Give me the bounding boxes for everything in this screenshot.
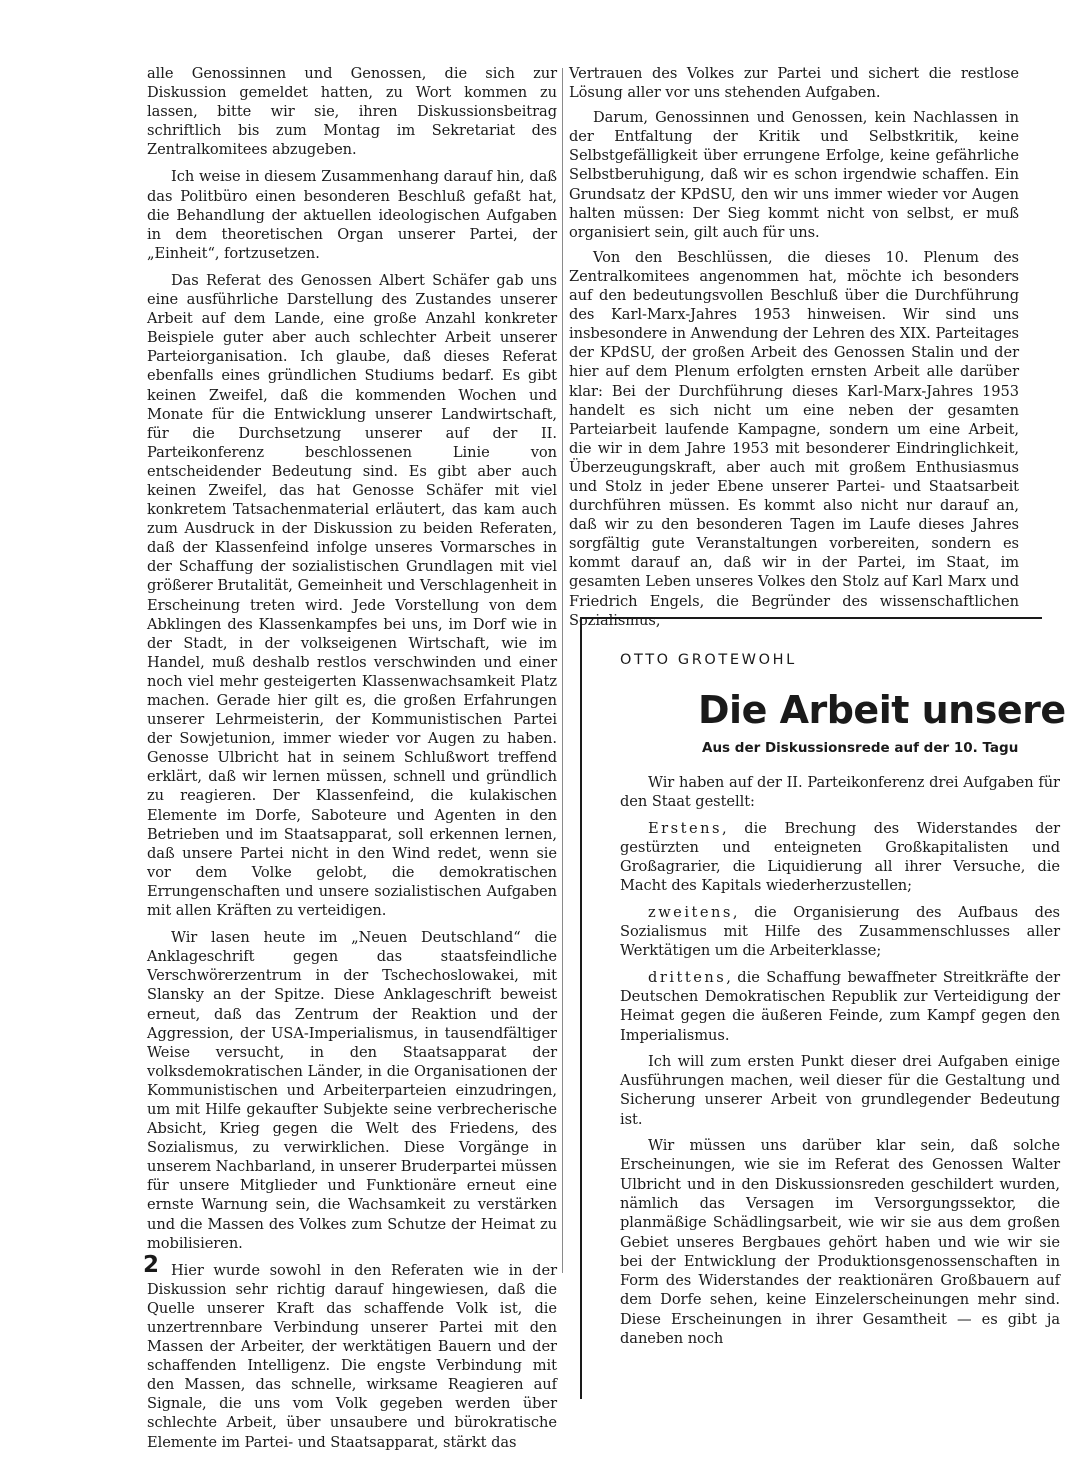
right-paragraph-2: Darum, Genossinnen und Genossen, kein Nachlassen in der Entfaltung der Kritik und Selbstkritik, keine Selbstgefälligkeit über errungene Erfolge, keine gefährliche Selbstberuhigung, daß wir es schon irgendwie schaffen. Ein Grundsatz der KPdSU, den wir uns immer wieder vor Augen halten müssen: Der Sieg kommt nicht von selbst, er muß organisiert sein, gilt auch für uns.	[569, 109, 1019, 241]
column-divider	[562, 68, 563, 1273]
right-paragraph-1: Vertrauen des Volkes zur Partei und sichert die restlose Lösung aller vor uns stehenden Aufgaben.	[569, 65, 1019, 102]
left-paragraph-2: Ich weise in diesem Zusammenhang darauf hin, daß das Politbüro einen besonderen Beschluß gefaßt hat, die Behandlung der aktuellen ideologischen Aufgaben in dem theoretischen Organ unserer Partei, der „Einheit“, fortzusetzen.	[147, 168, 557, 262]
article-item-1-text: , die Brechung des Widerstandes der gestürzten und enteigneten Großkapitalisten und Großagrarier, die Liquidierung all ihrer Versuche, die Macht des Kapitals wiederherzustellen;	[620, 819, 1060, 895]
left-paragraph-5: Hier wurde sowohl in den Referaten wie in der Diskussion sehr richtig darauf hingewiesen, daß die Quelle unserer Kraft das schaffende Volk ist, die unzertrennbare Verbindung unserer Partei mit den Massen der Arbeiter, der werktätigen Bauern und der schaffenden Intelligenz. Die engste Verbindung mit den Massen, das schnelle, wirksame Reagieren auf Signale, die uns vom Volk gegeben werden über schlechte Arbeit, über unsaubere und bürokratische Elemente im Partei- und Staatsapparat, stärkt das	[147, 1261, 557, 1451]
article-item-2-text: , die Organisierung des Aufbaus des Sozialismus mit Hilfe des Zusammenschlusses aller Werktätigen um die Arbeiterklasse;	[620, 903, 1060, 960]
article-paragraph-2: Ich will zum ersten Punkt dieser drei Aufgaben einige Ausführungen machen, weil dieser für die Gestaltung und Sicherung unserer Arbeit von grundlegender Bedeutung ist.	[620, 1052, 1060, 1128]
article-item-3-lead: drittens	[648, 968, 727, 986]
article-author: OTTO GROTEWOHL	[620, 652, 797, 668]
article-subheadline: Aus der Diskussionsrede auf der 10. Tagu	[702, 740, 1019, 756]
right-paragraph-3: Von den Beschlüssen, die dieses 10. Plenum des Zentralkomitees angenommen hat, möchte ich besonders auf den bedeutungsvollen Beschluß über die Durchführung des Karl-Marx-Jahres 1953 hinweisen. Wir sind uns insbesondere in Anwendung der Lehren des XIX. Parteitages der KPdSU, der großen Arbeit des Genossen Stalin und der hier auf dem Plenum erfolgten ernsten Arbeit alle darüber klar: Bei der Durchführung dieses Karl-Marx-Jahres 1953 handelt es sich nicht um eine neben der gesamten Parteiarbeit laufende Kampagne, sondern um eine Arbeit, die wir in dem Jahre 1953 mit besonderer Eindringlichkeit, Überzeugungskraft, aber auch mit großem Enthusiasmus und Stolz in jeder Ebene unserer Partei- und Staatsarbeit durchführen müssen. Es kommt also nicht nur darauf an, daß wir zu den besonderen Tagen im Laufe dieses Jahres sorgfältig gute Veranstaltungen vorbereiten, sondern es kommt darauf an, daß wir in der Partei, im Staat, im gesamten Leben unseres Volkes den Stolz auf Karl Marx und Friedrich Engels, die Begründer des wissenschaftlichen Sozialismus,	[569, 248, 1019, 629]
left-column	[147, 64, 557, 1460]
article-intro: Wir haben auf der II. Parteikonferenz drei Aufgaben für den Staat gestellt:	[620, 774, 1060, 811]
right-column	[569, 64, 1019, 636]
article-item-1-lead: Erstens	[648, 819, 723, 837]
left-paragraph-3: Das Referat des Genossen Albert Schäfer gab uns eine ausführliche Darstellung des Zustandes unserer Arbeit auf dem Lande, eine große Anzahl konkreter Beispiele guter aber auch schlechter Arbeit unserer Parteiorganisation. Ich glaube, daß dieses Referat ebenfalls eines gründlichen Studiums bedarf. Es gibt keinen Zweifel, daß die kommenden Wochen und Monate für die Entwicklung unserer Landwirtschaft, für die Durchsetzung unserer auf der II. Parteikonferenz beschlossenen Linie von entscheidender Bedeutung sind. Es gibt aber auch keinen Zweifel, das hat Genosse Schäfer mit viel konkretem Tatsachenmaterial erläutert, das kam auch zum Ausdruck in der Diskussion zu beiden Referaten, daß der Klassenfeind infolge unseres Vormarsches in der Schaffung der sozialistischen Grundlagen mit viel größerer Brutalität, Gemeinheit und Verschlagenheit in Erscheinung treten wird. Jede Vorstellung von dem Abklingen des Klassenkampfes bei uns, im Dorf wie in der Stadt, in der volkseigenen Wirtschaft, wie im Handel, muß deshalb restlos verschwinden und einer noch viel mehr gesteigerten Klassenwachsamkeit Platz machen. Gerade hier gilt es, die großen Erfahrungen unserer Lehrmeisterin, der Kommunistischen Partei der Sowjetunion, immer wieder vor Augen zu haben. Genosse Ulbricht hat in seinem Schlußwort treffend erklärt, daß wir lernen müssen, schnell und gründlich zu reagieren. Der Klassenfeind, die kulakischen Elemente im Dorfe, Saboteure und Agenten in den Betrieben und im Staatsapparat, soll erkennen lernen, daß unsere Partei nicht in den Wind redet, wenn sie vor dem Volke gelobt, die demokratischen Errungenschaften und unsere sozialistischen Aufgaben mit allen Kräften zu verteidigen.	[147, 271, 557, 920]
left-paragraph-1: alle Genossinnen und Genossen, die sich zur Diskussion gemeldet hatten, zu Wort kommen zu lassen, bitte wir sie, ihren Diskussionsbeitrag schriftlich bis zum Montag im Sekretariat des Zentralkomitees abzugeben.	[147, 65, 557, 159]
article-headline: Die Arbeit unsere	[698, 688, 1066, 732]
article-item-3	[620, 968, 1060, 1045]
left-paragraph-4: Wir lasen heute im „Neuen Deutschland“ die Anklageschrift gegen das staatsfeindliche Verschwörerzentrum in der Tschechoslowakei, mit Slansky an der Spitze. Diese Anklageschrift beweist erneut, daß das Zentrum der Reaktion und der Aggression, der USA-Imperialismus, in tausendfältiger Weise versucht, in den Staatsapparat der volksdemokratischen Länder, in die Organisationen der Kommunistischen und Arbeiterparteien einzudringen, um mit Hilfe gekaufter Subjekte seine verbrecherische Absicht, Krieg gegen die Welt des Friedens, des Sozialismus, zu verwirklichen. Diese Vorgänge in unserem Nachbarland, in unserer Bruderpartei müssen für unsere Mitglieder und Funktionäre erneut eine ernste Warnung sein, die Wachsamkeit zu verstärken und die Massen des Volkes zum Schutze der Heimat zu mobilisieren.	[147, 929, 557, 1252]
article-item-2-lead: zweitens	[648, 903, 733, 921]
article-item-2	[620, 903, 1060, 961]
article-body	[620, 773, 1060, 1355]
article-item-1	[620, 819, 1060, 896]
article-item-3-text: , die Schaffung bewaffneter Streitkräfte der Deutschen Demokratischen Republik zur Verteidigung der Heimat gegen die äußeren Feinde, zum Kampf gegen den Imperialismus.	[620, 968, 1060, 1044]
page-number: 2	[143, 1252, 160, 1278]
article-paragraph-3: Wir müssen uns darüber klar sein, daß solche Erscheinungen, wie sie im Referat des Genossen Walter Ulbricht und in den Diskussionsreden geschildert wurden, nämlich das Versagen im Versorgungssektor, die planmäßige Schädlingsarbeit, wie wir sie aus dem großen Gebiet unseres Bergbaues gehört haben und wie wir sie bei der Entwicklung der Produktionsgenossenschaften in Form des Widerstandes der reaktionären Großbauern auf dem Dorfe sehen, keine Einzelerscheinungen mehr sind. Diese Erscheinungen in ihrer Gesamtheit — es gibt ja daneben noch	[620, 1137, 1060, 1348]
